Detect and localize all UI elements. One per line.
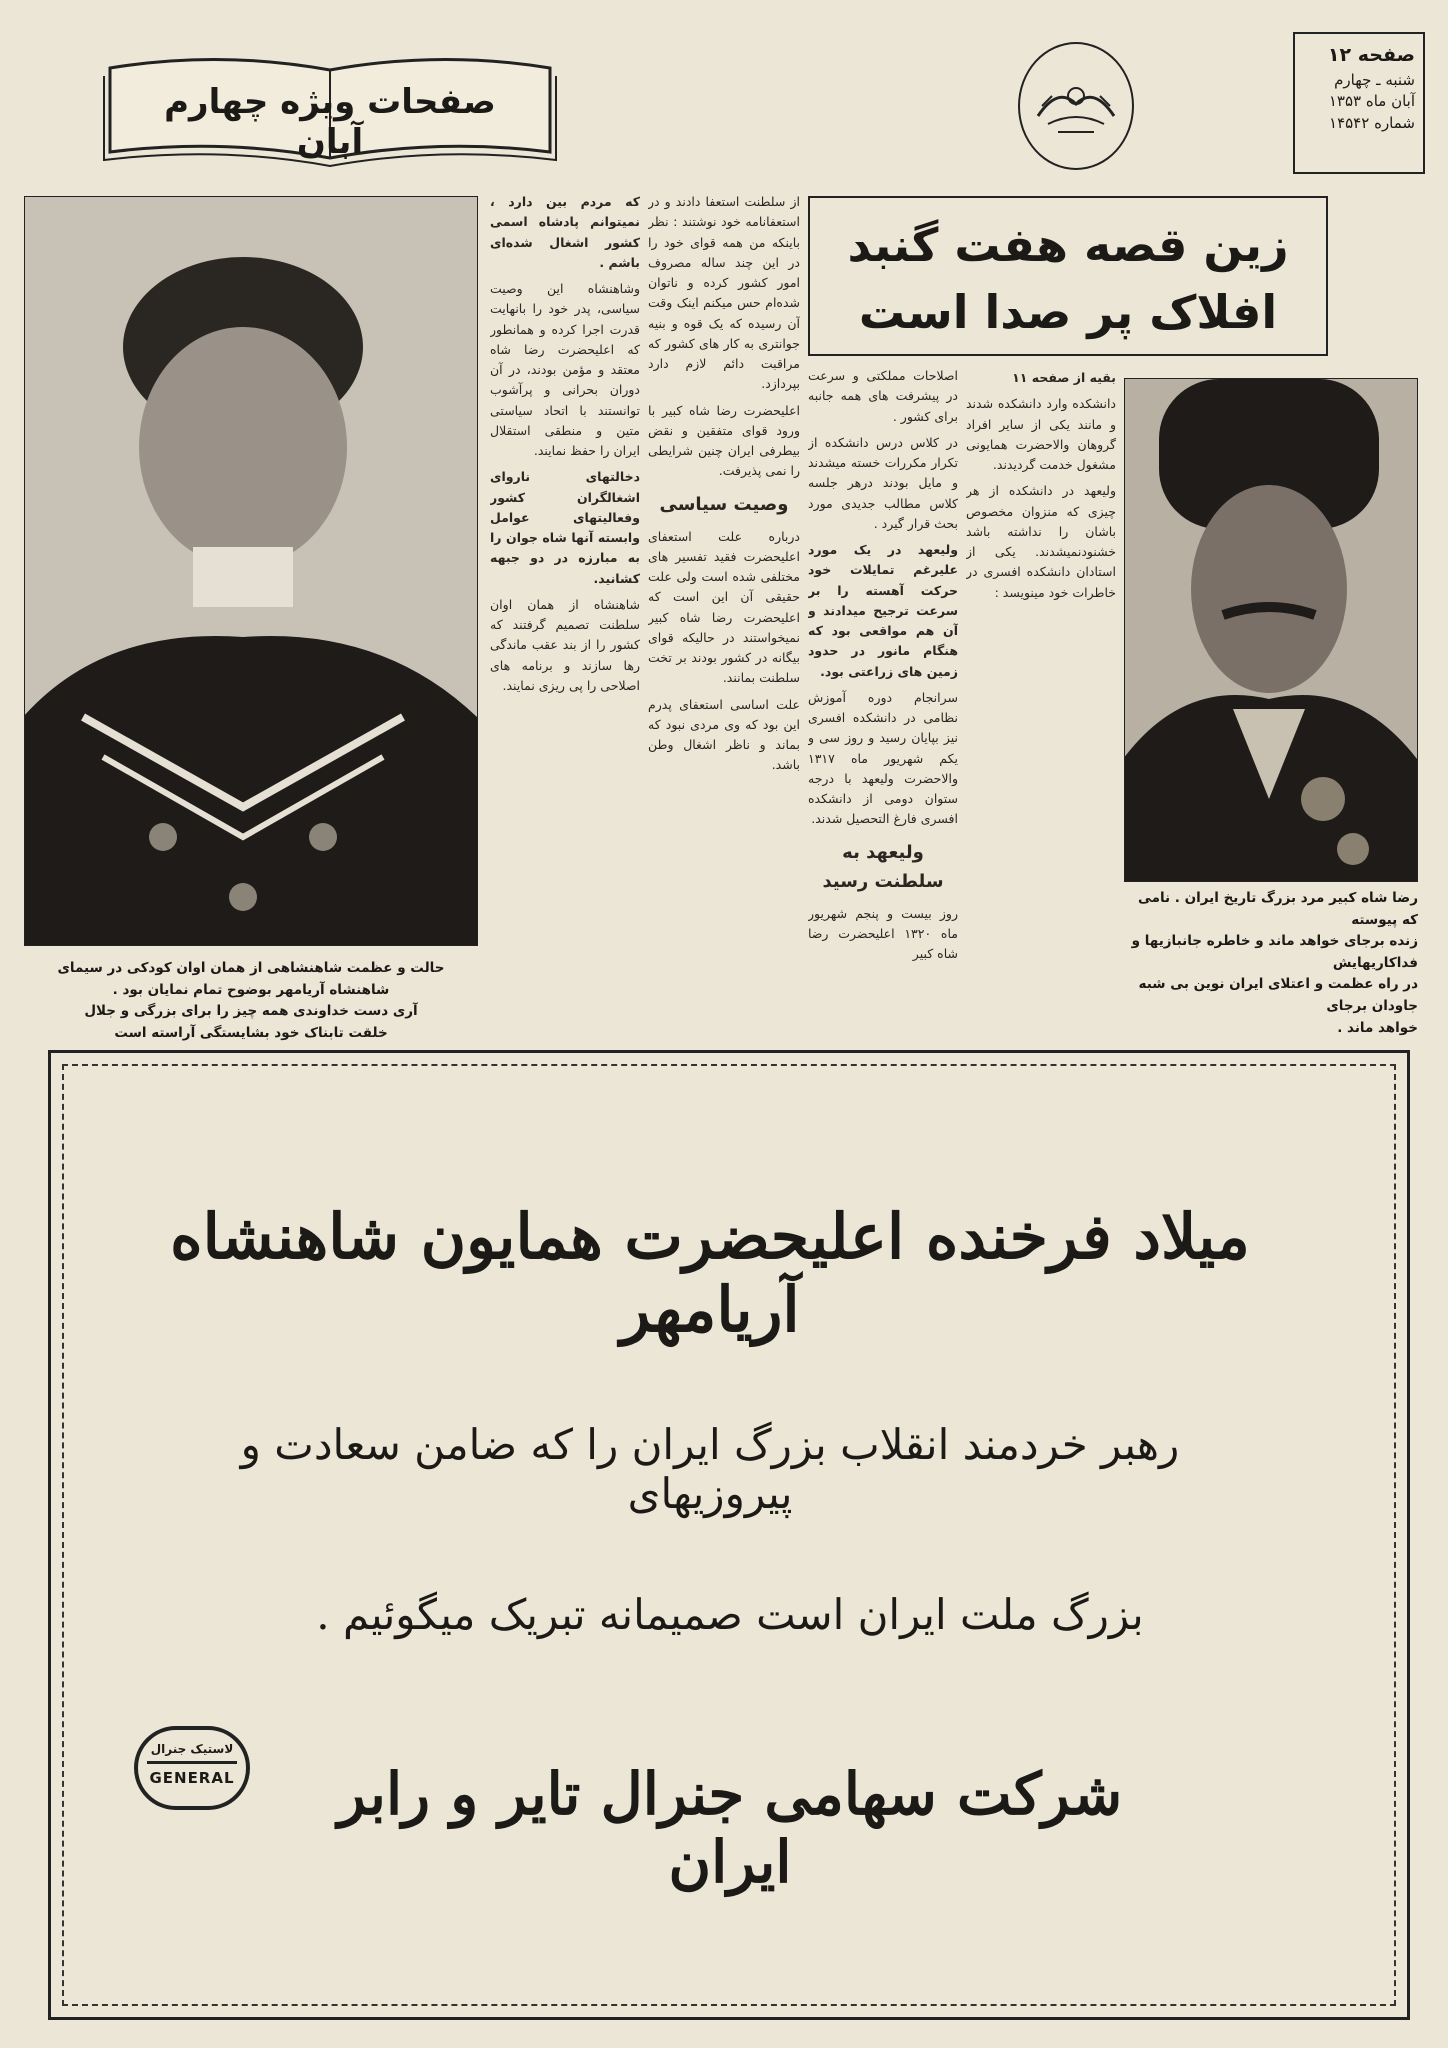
general-logo-persian: لاستیک جنرال: [150, 1742, 234, 1756]
headline-line-2: افلاک پر صدا است: [858, 284, 1278, 339]
caption-line: زنده برجای خواهد ماند و خاطره جانبازیها و فداکاریهایش: [1131, 933, 1418, 971]
paragraph: دخالتهای ناروای اشغالگران کشور وفعالیتهای عوامل وابسته آنها شاه جوان را به مبارزه در دو جبهه کشانید.: [490, 469, 640, 586]
paragraph: از سلطنت استعفا دادند و در استعفانامه خود نوشتند : نظر باینکه من همه قوای خود را در این چند ساله مصروف امور کشور کرده و ناتوان شده‌ام حس میکنم اینک وقت آن رسیده که یک قوه و بنیه جوانتری به کار های کشور که مراقبت دائم لازم دارد بپردازد.: [648, 194, 800, 392]
reza-shah-photo-caption: [1124, 888, 1418, 1039]
caption-line: حالت و عظمت شاهنشاهی از همان اوان کودکی در سیمای: [57, 960, 445, 976]
page-number: صفحه ۱۲: [1327, 44, 1415, 66]
paragraph: در کلاس درس دانشکده از تکرار مکررات خسته میشدند و مایل بودند درهر جلسه کلاس مطالب جدیدی مورد بحث قرار گیرد .: [808, 434, 958, 531]
child-photo-caption: [24, 958, 478, 1044]
paragraph: علت اساسی استعفای پدرم این بود که وی مردی نبود که بماند و ناظر اشغال وطن باشد.: [648, 696, 800, 773]
article-column-1: [966, 368, 1116, 1048]
paragraph: درباره علت استعفای اعلیحضرت فقید تفسیر های مختلفی شده است ولی علت حقیقی آن این است که اعلیحضرت رضا شاه کبیر نمیخواستند در حالیکه قوای بیگانه در کشور بودند بر تخت سلطنت بمانند.: [648, 528, 800, 686]
issue-info-box: [1293, 32, 1425, 174]
caption-line: خواهد ماند .: [1337, 1019, 1418, 1036]
paragraph: وشاهنشاه این وصیت سیاسی، پدر خود را بانهایت قدرت اجرا کرده و همانطور که اعلیحضرت رضا شاه معتقد و مؤمن بودند، در آن دوران بحرانی و پرآشوب توانستند با اتحاد سیاستی متین و منطقی استقلال ایران را حفظ نمایند.: [490, 281, 640, 458]
article-column-2: [808, 366, 958, 1048]
paragraph: ولیعهد در دانشکده از هر چیزی که منزوان مخصوص باشان را نداشته باشد خشنودنمیشدند. یکی از استادان دانشکده افسری در خاطرات خود مینویسد :: [966, 483, 1116, 600]
caption-line: در راه عظمت و اعتلای ایران نوین بی شبه جاودان برجای: [1138, 976, 1418, 1014]
ad-headline: میلاد فرخنده اعلیحضرت همایون شاهنشاه آریامهر: [170, 1200, 1250, 1346]
caption-line: خلقت تابناک خود بشایستگی آراسته است: [114, 1024, 388, 1041]
continuation-note: بقیه از صفحه ۱۱: [1012, 370, 1116, 385]
logo-divider: [147, 1761, 237, 1764]
paragraph: که مردم بین دارد ، نمیتوانم پادشاه اسمی کشور اشغال شده‌ای باشم .: [490, 194, 640, 270]
ad-body-line-1: رهبر خردمند انقلاب بزرگ ایران را که ضامن سعادت و پیروزیهای: [240, 1420, 1180, 1518]
issue-number: شماره ۱۴۵۴۲: [1329, 114, 1415, 133]
section-banner-title: صفحات ویژه چهارم آبان: [164, 82, 496, 162]
ad-company-name: شرکت سهامی جنرال تایر و رابر ایران: [337, 1760, 1123, 1896]
paragraph: اعلیحضرت رضا شاه کبیر با ورود قوای متفقین و نقض بیطرفی ایران چنین شرایطی را نمی پذیرفت.: [648, 402, 800, 479]
paragraph: سرانجام دوره آموزش نظامی در دانشکده افسری نیز بپایان رسید و روز سی و یکم شهریور ماه ۱۳۱۷ والاحضرت ولیعهد با درجه ستوان دومی از دانشکده افسری فارغ التحصیل شدند.: [808, 689, 958, 827]
caption-line: آری دست خداوندی همه چیز را برای بزرگی و جلال: [84, 1003, 418, 1020]
caption-line: رضا شاه کبیر مرد بزرگ تاریخ ایران . نامی که پیوسته: [1137, 890, 1418, 928]
child-portrait-photo: [24, 196, 478, 946]
subhead-political-will: وصیت سیاسی: [659, 493, 789, 515]
general-tire-logo: [134, 1726, 250, 1810]
weekday: شنبه ـ چهارم: [1334, 70, 1415, 89]
paragraph: دانشکده وارد دانشکده شدند و مانند یکی از سایر افراد گروهان والاحضرت همایونی مشغول خدمت گردیدند.: [966, 396, 1116, 472]
article-column-4: [490, 192, 640, 1048]
subhead-succession: ولیعهد به سلطنت رسید: [822, 841, 944, 892]
issue-month: آبان ماه ۱۳۵۳: [1328, 92, 1415, 111]
paragraph: روز بیست و پنجم شهریور ماه ۱۳۲۰ اعلیحضرت رضا شاه کبیر: [808, 905, 958, 962]
headline: [808, 196, 1328, 356]
ad-body-line-2: بزرگ ملت ایران است صمیمانه تبریک میگوئیم .: [316, 1590, 1144, 1639]
paragraph: ولیعهد در یک مورد علیرغم تمایلات خود حرکت آهسته را بر سرعت ترجیح میدادند و آن هم مواقعی بود که هنگام مانور در حدود زمین های زراعتی بود.: [808, 542, 958, 679]
headline-line-1: زین قصه هفت گنبد: [847, 218, 1289, 272]
ettelaat-emblem-icon: [1028, 66, 1124, 146]
article-column-3: [648, 192, 800, 1048]
caption-line: شاهنشاه آریامهر بوضوح تمام نمایان بود .: [112, 981, 390, 998]
reza-shah-photo: [1124, 378, 1418, 882]
paragraph: شاهنشاه از همان اوان سلطنت تصمیم گرفتند که کشور را از بند عقب ماندگی رها سازند و برنامه های اصلاحی را پی ریزی نمایند.: [490, 596, 640, 693]
paragraph: اصلاحات مملکتی و سرعت در پیشرفت های همه جانبه برای کشور .: [808, 368, 958, 424]
newspaper-logo: [1018, 42, 1134, 170]
general-logo-latin: GENERAL: [149, 1769, 235, 1787]
